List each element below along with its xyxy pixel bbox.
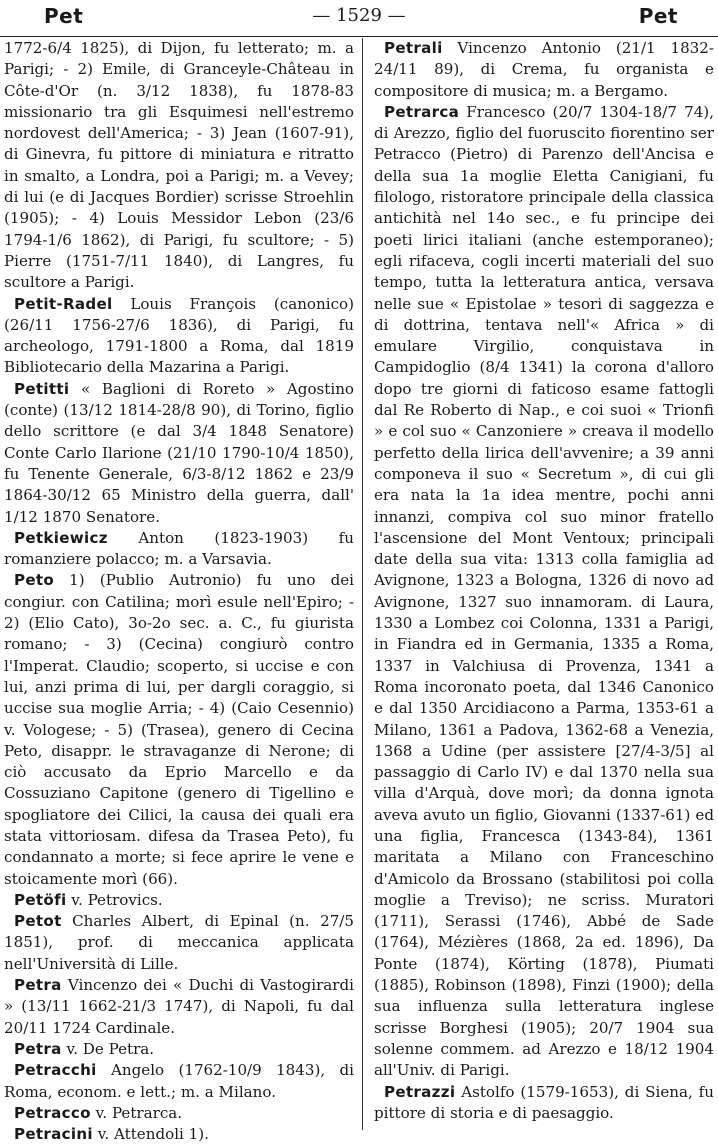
entry (4, 911, 354, 975)
entry-text: « Baglioni di Roreto » Agostino (conte) (13/12 1814-28/8 90), di Torino, figlio dello scrittore (e dal 3/4 1848 Senatore) Conte Carlo Ilarione (21/10 1790-10/4 1850), fu Tenente Generale, 6/3-8/12 1862 e 23/9 1864-30/12 65 Ministro della guerra, dall' 1/12 1870 Senatore. (4, 379, 354, 526)
entry (4, 528, 354, 571)
entry-headword: Petracini (14, 1125, 93, 1144)
entry-headword: Petrazzi (384, 1082, 456, 1101)
entry-text: 1) (Publio Autronio) fu uno dei congiur. con Catilina; morì esule nell'Epiro; - 2) (Elio Cato), 3o-2o sec. a. C., fu giurista romano; - 3) (Cecina) congiurò contro l'Imperat. Claudio; scoperto, si uccise e con lui, anzi prima di lui, per dargli coraggio, si uccise sua moglie Arria; - 4) (Caio Cesennio) v. Vologese; - 5) (Trasea), genero di Cecina Peto, disappr. le stravaganze di Nerone; di ciò accusato da Eprio Marcello e da Cossuziano Capitone (genero di Tigellino e spogliatore dei Cilici, la causa dei quali era stata vittoriosam. difesa da Trasea Peto), fu condannato a morte; si fece aprire le vene e stoicamente morì (66). (4, 571, 354, 888)
right-column (374, 38, 714, 1124)
entry-headword: Petrarca (384, 102, 460, 121)
entry (4, 38, 354, 294)
entry (4, 570, 354, 889)
entry-text: v. Petrarca. (90, 1103, 183, 1122)
left-column (4, 38, 354, 1145)
entry (374, 1082, 714, 1125)
entry-text: 1772-6/4 1825), di Dijon, fu letterato; m. a Parigi; - 2) Emile, di Granceyle-Château in Côte-d'Or (n. 3/12 1838), fu 1878-83 missionario tra gli Esquimesi nell'estremo nordovest dell'America; - 3) Jean (1607-91), di Ginevra, fu pittore di miniatura e ritratto in smalto, a Londra, poi a Parigi; m. a Vevey; di lui (e di Jacques Bordier) scrisse Stroehlin (1905); - 4) Louis Messidor Lebon (23/6 1794-1/6 1862), di Parigi, fu scultore; - 5) Pierre (1751-7/11 1840), di Langres, fu scultore a Parigi. (4, 39, 354, 292)
entry (4, 379, 354, 528)
entry-headword: Petot (14, 912, 62, 931)
entry-headword: Petrali (384, 39, 443, 57)
entry (4, 294, 354, 379)
entry (374, 102, 714, 1082)
entry (4, 1124, 354, 1145)
entry-headword: Petracco (14, 1103, 91, 1122)
entry-text: v. Attendoli 1). (92, 1125, 209, 1144)
entry-text: Louis François (canonico) (26/11 1756-27/6 1836), di Parigi, fu archeologo, 1791-1800 a Roma, dal 1819 Bibliotecario della Mazarina a Parigi. (4, 294, 354, 377)
entry-headword: Petra (14, 1039, 62, 1058)
entry-text: Charles Albert, di Epinal (n. 27/5 1851), prof. di meccanica applicata nell'Università di Lille. (4, 912, 354, 973)
page-number: — 1529 — (312, 5, 406, 26)
entry-text: Astolfo (1579-1653), di Siena, fu pittore di storia e di paesaggio. (374, 1082, 714, 1122)
left-running-head: Pet (44, 4, 84, 28)
entry-headword: Petitti (14, 379, 70, 398)
column-divider (362, 38, 363, 1130)
right-running-head: Pet (638, 4, 678, 28)
entry-headword: Petracchi (14, 1061, 97, 1080)
entry-text: Vincenzo Antonio (21/1 1832-24/11 89), di Crema, fu organista e compositore di musica; m. a Bergamo. (374, 39, 714, 100)
entry (4, 1039, 354, 1060)
entry (4, 1103, 354, 1124)
entry-text: Angelo (1762-10/9 1843), di Roma, econom. e lett.; m. a Milano. (4, 1061, 354, 1101)
entry-headword: Petöfi (14, 890, 67, 909)
entry-text: v. De Petra. (61, 1039, 155, 1058)
entry-headword: Petit-Radel (14, 294, 113, 313)
entry (4, 890, 354, 911)
page-header (0, 0, 718, 37)
entry-text: v. Petrovics. (66, 890, 163, 909)
entry (4, 975, 354, 1039)
entry (4, 1060, 354, 1103)
entry-text: Francesco (20/7 1304-18/7 74), di Arezzo, figlio del fuoruscito fiorentino ser Petracco (Pietro) di Parenzo dell'Ancisa e della sua 1a moglie Eletta Canigiani, fu filologo, ristoratore principale della classica antichità nel 14o sec., e fu principe dei poeti lirici italiani (anche estemporaneo); egli rifaceva, cogli incerti materiali del suo tempo, tutta la letteratura antica, versava nelle sue « Epistolae » tesori di saggezza e di dottrina, tentava nell'« Africa » di emulare Virgilio, conquistava in Campidoglio (8/4 1341) la corona d'alloro dopo tre giorni di faticoso esame fattogli dal Re Roberto di Nap., e coi suoi « Trionfi » e col suo « Canzoniere » creava il modello perfetto della lirica dell'avvenire; a 39 anni componeva il suo « Secretum », di cui gli era nata la 1a idea mentre, pochi anni innanzi, compiva col suo minor fratello l'ascensione del Mont Ventoux; principali date della sua vita: 1313 colla famiglia ad Avignone, 1323 a Bologna, 1326 di novo ad Avignone, 1327 suo innamoram. di Laura, 1330 a Lombez coi Colonna, 1331 a Parigi, in Fiandra ed in Germania, 1335 a Roma, 1337 in Valchiusa di Provenza, 1341 a Roma incoronato poeta, dal 1346 Canonico e dal 1350 Arcidiacono a Parma, 1353-61 a Milano, 1361 a Padova, 1362-68 a Venezia, 1368 a Udine (per assistere [27/4-3/5] al passaggio di Carlo IV) e dal 1370 nella sua villa d'Arquà, dove morì; da donna ignota aveva avuto un figlio, Giovanni (1337-61) ed una figlia, Francesca (1343-84), 1361 maritata a Milano con Franceschino d'Amicolo da Brossano (stabilitosi poi colla moglie a Treviso); ne scriss. Muratori (1711), Serassi (1746), Abbé de Sade (1764), Mézières (1868, 2a ed. 1896), Da Ponte (1874), Körting (1878), Piumati (1885), Robinson (1898), Finzi (1900); della sua influenza sulla letteratura inglese scrisse Borghesi (1905); 20/7 1904 sua solenne commem. ad Arezzo e 18/12 1904 all'Univ. di Parigi. (374, 102, 714, 1080)
entry-headword: Peto (14, 571, 55, 590)
entry (374, 38, 714, 102)
entry-text: Anton (1823-1903) fu romanziere polacco; m. a Varsavia. (4, 528, 354, 569)
entry-text: Vincenzo dei « Duchi di Vastogirardi » (13/11 1662-21/3 1747), di Napoli, fu dal 20/11 1724 Cardinale. (4, 976, 354, 1037)
entry-headword: Petkiewicz (14, 528, 108, 547)
entry-headword: Petra (14, 976, 62, 995)
